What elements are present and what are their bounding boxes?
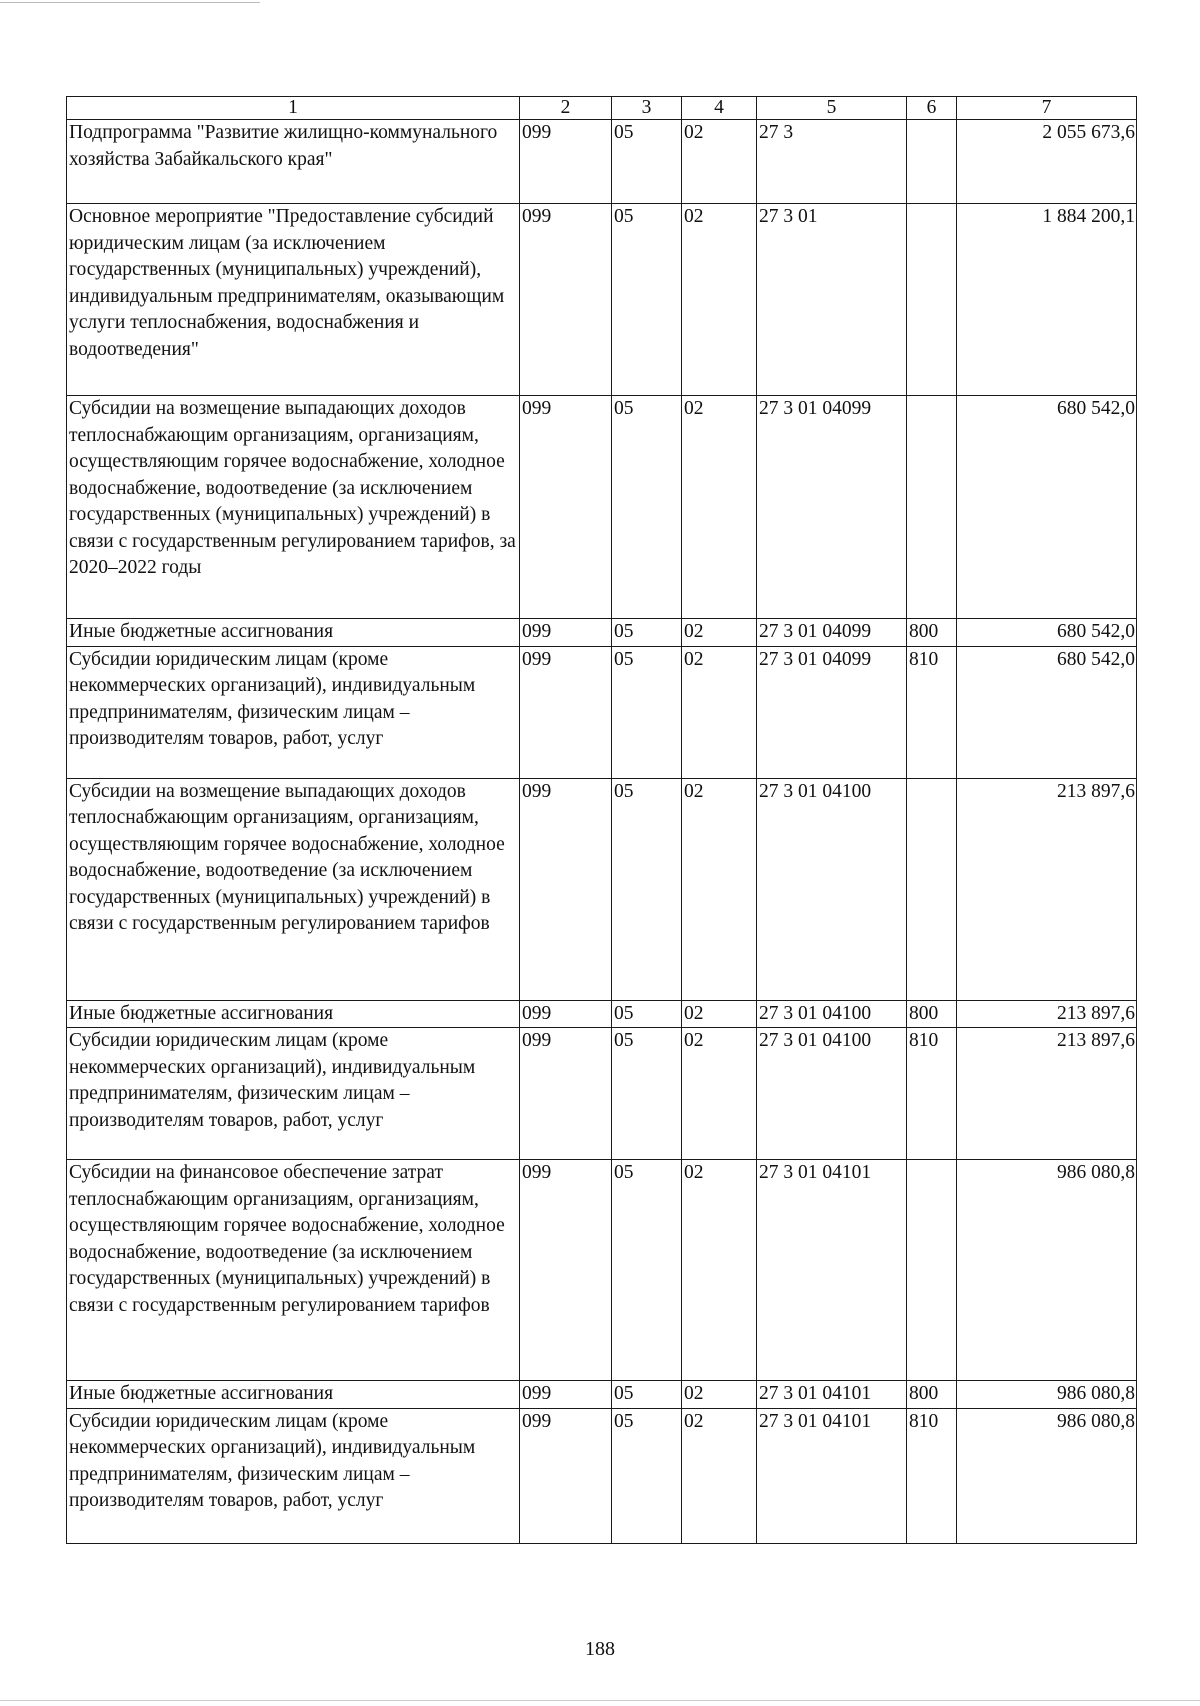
row-code-5: 27 3 01 04101 <box>757 1381 907 1409</box>
row-amount: 986 080,8 <box>957 1160 1137 1381</box>
row-amount: 680 542,0 <box>957 619 1137 647</box>
scan-artifact-line <box>0 1700 1200 1701</box>
table-row <box>67 1160 1137 1381</box>
page-number: 188 <box>585 1638 615 1660</box>
row-code-3: 05 <box>612 1408 682 1543</box>
table-row <box>67 1408 1137 1543</box>
row-code-3: 05 <box>612 778 682 1000</box>
row-code-5: 27 3 01 04099 <box>757 619 907 647</box>
row-name: Субсидии юридическим лицам (кроме некоммерческих организаций), индивидуальным предпринимателям, физическим лицам – производителям товаров, работ, услуг <box>67 1408 520 1543</box>
row-code-6 <box>907 1160 957 1381</box>
header-col-6: 6 <box>907 97 957 120</box>
row-code-4: 02 <box>682 1000 757 1028</box>
header-col-4: 4 <box>682 97 757 120</box>
table-row <box>67 204 1137 396</box>
row-code-2: 099 <box>520 204 612 396</box>
row-code-2: 099 <box>520 646 612 778</box>
row-code-4: 02 <box>682 1028 757 1160</box>
scan-artifact-line <box>0 2 260 3</box>
row-code-4: 02 <box>682 778 757 1000</box>
row-name: Субсидии юридическим лицам (кроме некоммерческих организаций), индивидуальным предпринимателям, физическим лицам – производителям товаров, работ, услуг <box>67 1028 520 1160</box>
row-code-6: 810 <box>907 646 957 778</box>
table-row <box>67 619 1137 647</box>
row-amount: 986 080,8 <box>957 1381 1137 1409</box>
row-code-2: 099 <box>520 1000 612 1028</box>
row-name: Иные бюджетные ассигнования <box>67 619 520 647</box>
row-amount: 213 897,6 <box>957 778 1137 1000</box>
row-name: Субсидии на возмещение выпадающих доходов теплоснабжающим организациям, организациям, осуществляющим горячее водоснабжение, холодное водоснабжение, водоотведение (за исключением государственных (муниципальных) учреждений) в связи с государственным регулированием тарифов, за 2020–2022 годы <box>67 396 520 619</box>
row-code-6 <box>907 204 957 396</box>
row-name: Иные бюджетные ассигнования <box>67 1381 520 1409</box>
row-name: Иные бюджетные ассигнования <box>67 1000 520 1028</box>
header-col-3: 3 <box>612 97 682 120</box>
row-code-5: 27 3 01 04099 <box>757 646 907 778</box>
row-code-6 <box>907 778 957 1000</box>
row-amount: 680 542,0 <box>957 396 1137 619</box>
row-name: Подпрограмма "Развитие жилищно-коммунального хозяйства Забайкальского края" <box>67 120 520 204</box>
row-amount: 213 897,6 <box>957 1000 1137 1028</box>
row-code-4: 02 <box>682 396 757 619</box>
table-row <box>67 646 1137 778</box>
row-amount: 213 897,6 <box>957 1028 1137 1160</box>
row-code-6: 810 <box>907 1028 957 1160</box>
table-row <box>67 1000 1137 1028</box>
row-code-5: 27 3 <box>757 120 907 204</box>
row-code-3: 05 <box>612 204 682 396</box>
table-row <box>67 396 1137 619</box>
row-code-4: 02 <box>682 646 757 778</box>
row-code-5: 27 3 01 04101 <box>757 1408 907 1543</box>
header-col-5: 5 <box>757 97 907 120</box>
row-code-2: 099 <box>520 619 612 647</box>
row-code-5: 27 3 01 04100 <box>757 1028 907 1160</box>
row-amount: 1 884 200,1 <box>957 204 1137 396</box>
row-code-3: 05 <box>612 120 682 204</box>
row-code-5: 27 3 01 04100 <box>757 1000 907 1028</box>
row-code-6: 810 <box>907 1408 957 1543</box>
row-code-6: 800 <box>907 1381 957 1409</box>
header-row <box>67 97 1137 120</box>
header-col-1: 1 <box>67 97 520 120</box>
row-amount: 680 542,0 <box>957 646 1137 778</box>
row-code-3: 05 <box>612 1028 682 1160</box>
row-code-3: 05 <box>612 1160 682 1381</box>
row-name: Субсидии на возмещение выпадающих доходов теплоснабжающим организациям, организациям, осуществляющим горячее водоснабжение, холодное водоснабжение, водоотведение (за исключением государственных (муниципальных) учреждений) в связи с государственным регулированием тарифов <box>67 778 520 1000</box>
row-code-5: 27 3 01 <box>757 204 907 396</box>
row-code-4: 02 <box>682 204 757 396</box>
table-row <box>67 1381 1137 1409</box>
row-name: Субсидии на финансовое обеспечение затрат теплоснабжающим организациям, организациям, осуществляющим горячее водоснабжение, холодное водоснабжение, водоотведение (за исключением государственных (муниципальных) учреждений) в связи с государственным регулированием тарифов <box>67 1160 520 1381</box>
row-code-2: 099 <box>520 1408 612 1543</box>
table-row <box>67 1028 1137 1160</box>
row-code-2: 099 <box>520 1381 612 1409</box>
row-amount: 986 080,8 <box>957 1408 1137 1543</box>
table-row <box>67 778 1137 1000</box>
row-code-2: 099 <box>520 1160 612 1381</box>
row-code-2: 099 <box>520 1028 612 1160</box>
row-code-3: 05 <box>612 1000 682 1028</box>
row-code-3: 05 <box>612 646 682 778</box>
row-code-4: 02 <box>682 619 757 647</box>
row-code-4: 02 <box>682 1408 757 1543</box>
row-code-3: 05 <box>612 1381 682 1409</box>
row-code-2: 099 <box>520 396 612 619</box>
row-code-4: 02 <box>682 1160 757 1381</box>
row-code-6: 800 <box>907 1000 957 1028</box>
row-code-3: 05 <box>612 396 682 619</box>
row-code-2: 099 <box>520 120 612 204</box>
row-code-3: 05 <box>612 619 682 647</box>
row-code-5: 27 3 01 04101 <box>757 1160 907 1381</box>
row-code-4: 02 <box>682 120 757 204</box>
row-code-6 <box>907 120 957 204</box>
row-name: Основное мероприятие "Предоставление субсидий юридическим лицам (за исключением государственных (муниципальных) учреждений), индивидуальным предпринимателям, оказывающим услуги теплоснабжения, водоснабжения и водоотведения" <box>67 204 520 396</box>
header-col-7: 7 <box>957 97 1137 120</box>
row-code-4: 02 <box>682 1381 757 1409</box>
row-name: Субсидии юридическим лицам (кроме некоммерческих организаций), индивидуальным предпринимателям, физическим лицам – производителям товаров, работ, услуг <box>67 646 520 778</box>
row-code-6: 800 <box>907 619 957 647</box>
header-col-2: 2 <box>520 97 612 120</box>
row-code-5: 27 3 01 04099 <box>757 396 907 619</box>
row-code-2: 099 <box>520 778 612 1000</box>
budget-table <box>66 96 1137 1544</box>
row-amount: 2 055 673,6 <box>957 120 1137 204</box>
row-code-6 <box>907 396 957 619</box>
table-row <box>67 120 1137 204</box>
row-code-5: 27 3 01 04100 <box>757 778 907 1000</box>
